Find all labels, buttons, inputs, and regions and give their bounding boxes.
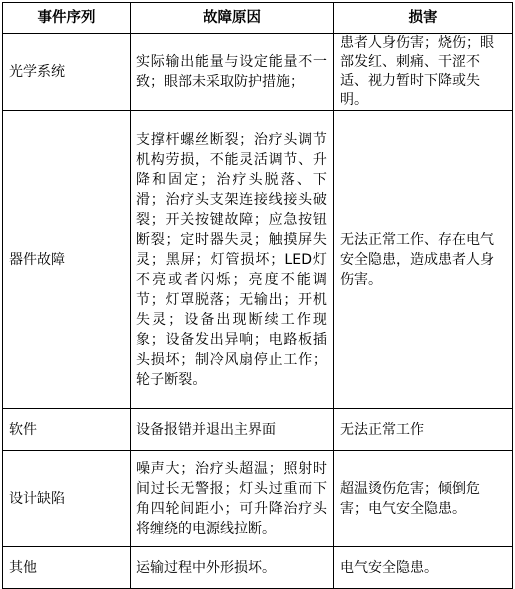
header-cause: 故障原因 xyxy=(131,3,334,34)
table-header xyxy=(3,3,513,34)
table-body xyxy=(3,34,513,589)
row-harm: 超温烫伤危害；倾倒危害；电气安全隐患。 xyxy=(334,451,513,547)
table-row xyxy=(3,547,513,589)
row-sequence: 其他 xyxy=(3,547,131,589)
row-cause: 噪声大；治疗头超温；照射时间过长无警报；灯头过重而下角四轮间距小；可升降治疗头将缠绕的电源线拉断。 xyxy=(131,451,334,547)
row-sequence: 光学系统 xyxy=(3,34,131,111)
row-harm: 无法正常工作、存在电气安全隐患，造成患者人身伤害。 xyxy=(334,111,513,409)
header-sequence: 事件序列 xyxy=(3,3,131,34)
table-row xyxy=(3,451,513,547)
row-harm: 患者人身伤害；烧伤；眼部发红、刺痛、干涩不适、视力暂时下降或失明。 xyxy=(334,34,513,111)
header-harm: 损害 xyxy=(334,3,513,34)
row-cause: 设备报错并退出主界面 xyxy=(131,409,334,451)
table-row xyxy=(3,111,513,409)
row-harm: 无法正常工作 xyxy=(334,409,513,451)
header-row xyxy=(3,3,513,34)
row-sequence: 器件故障 xyxy=(3,111,131,409)
row-cause: 运输过程中外形损坏。 xyxy=(131,547,334,589)
table-row xyxy=(3,409,513,451)
row-sequence: 设计缺陷 xyxy=(3,451,131,547)
risk-analysis-table xyxy=(2,2,513,589)
row-cause: 支撑杆螺丝断裂；治疗头调节机构劳损，不能灵活调节、升降和固定；治疗头脱落、下滑；治疗头支架连接线接头破裂；开关按键故障；应急按钮断裂；定时器失灵；触摸屏失灵；黑屏；灯管损坏；LED灯不亮或者闪烁；亮度不能调节；灯罩脱落；无输出；开机失灵；设备出现断续工作现象；设备发出异响；电路板插头损坏；制冷风扇停止工作；轮子断裂。 xyxy=(131,111,334,409)
row-harm: 电气安全隐患。 xyxy=(334,547,513,589)
table-row xyxy=(3,34,513,111)
row-cause: 实际输出能量与设定能量不一致；眼部未采取防护措施； xyxy=(131,34,334,111)
row-sequence: 软件 xyxy=(3,409,131,451)
